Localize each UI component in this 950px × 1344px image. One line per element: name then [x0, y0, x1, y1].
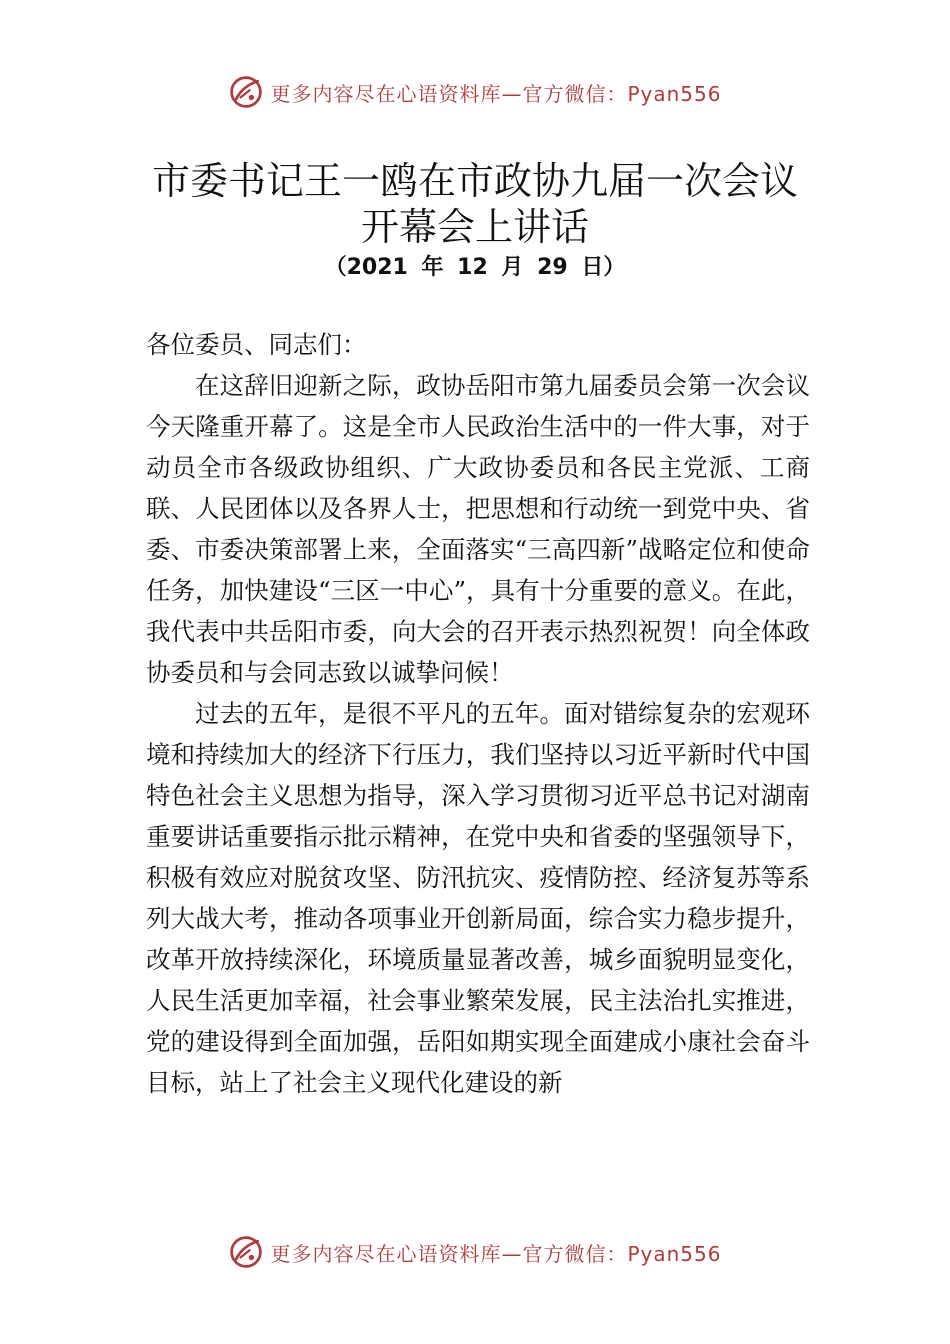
- watermark-text: 更多内容尽在心语资料库—官方微信：Pyan556: [270, 1241, 722, 1266]
- document-title: 市委书记王一鸥在市政协九届一次会议开幕会上讲话: [151, 159, 798, 249]
- paragraph: 过去的五年，是很不平凡的五年。面对错综复杂的宏观环境和持续加大的经济下行压力，我们坚持以习近平新时代中国特色社会主义思想为指导，深入学习贯彻习近平总书记对湖南重要讲话重要指示批示精神，在党中央和省委的坚强领导下，积极有效应对脱贫攻坚、防汛抗灾、疫情防控、经济复苏等系列大战大考，推动各项事业开创新局面，综合实力稳步提升，改革开放持续深化，环境质量显著改善，城乡面貌明显变化，人民生活更加幸福，社会事业繁荣发展，民主法治扎实推进，党的建设得到全面加强，岳阳如期实现全面建成小康社会奋斗目标，站上了社会主义现代化建设的新: [146, 699, 810, 1097]
- footer-watermark: [0, 1232, 950, 1272]
- logo-icon: [228, 1234, 264, 1270]
- header-watermark: [0, 72, 950, 112]
- salutation: 各位委员、同志们：: [146, 330, 367, 359]
- paragraph: 在这辞旧迎新之际，政协岳阳市第九届委员会第一次会议今天隆重开幕了。这是全市人民政治生活中的一件大事，对于动员全市各级政协组织、广大政协委员和各民主党派、工商联、人民团体以及各界人士，把思想和行动统一到党中央、省委、市委决策部署上来，全面落实“三高四新”战略定位和使命任务，加快建设“三区一中心”，具有十分重要的意义。在此，我代表中共岳阳市委，向大会的召开表示热烈祝贺！向全体政协委员和与会同志致以诚挚问候！: [146, 371, 810, 687]
- logo-icon: [228, 74, 264, 110]
- watermark-text: 更多内容尽在心语资料库—官方微信：Pyan556: [270, 81, 722, 106]
- document-date: （2021 年 12 月 29 日）: [324, 255, 626, 280]
- document-body: [146, 324, 810, 1103]
